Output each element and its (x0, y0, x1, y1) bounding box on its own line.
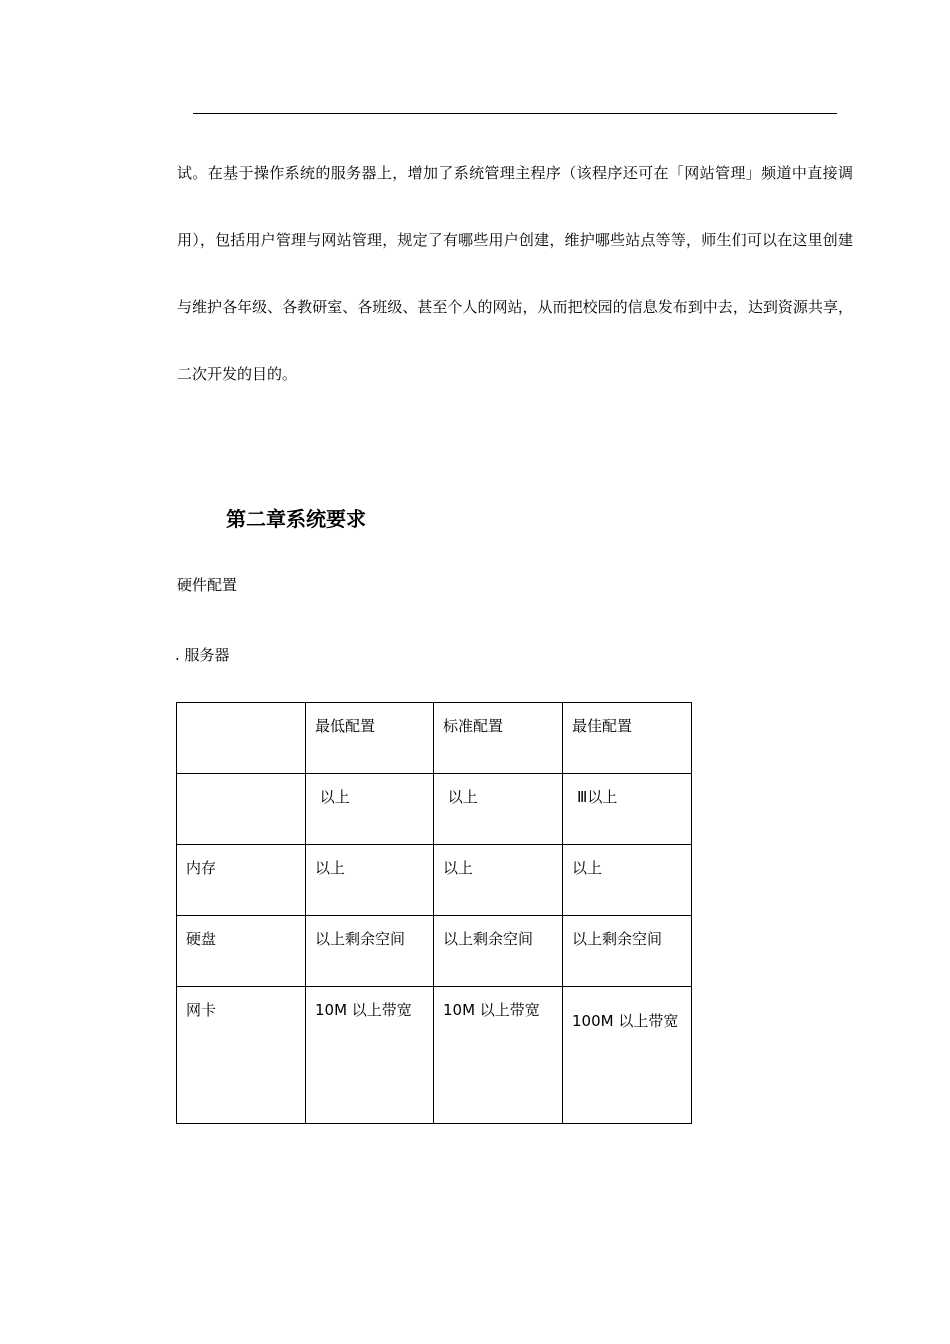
table-row-label: 硬盘 (177, 916, 306, 987)
table-cell: 以上剩余空间 (434, 916, 563, 987)
table-cell: 以上 (563, 845, 692, 916)
table-cell: 10M 以上带宽 (434, 987, 563, 1124)
table-row (177, 845, 692, 916)
table-cell: 以上 (434, 774, 563, 845)
table-row (177, 774, 692, 845)
table-row-label: 网卡 (177, 987, 306, 1124)
table-cell: 以上剩余空间 (306, 916, 434, 987)
table-cell: 以上 (306, 845, 434, 916)
chapter-title: 第二章系统要求 (226, 507, 366, 531)
table-cell: 以上 (306, 774, 434, 845)
table-row (177, 987, 692, 1124)
subsection-label: . 服务器 (175, 646, 230, 664)
table-header-cell (177, 703, 306, 774)
section-label: 硬件配置 (177, 576, 238, 594)
table-cell: Ⅲ以上 (563, 774, 692, 845)
table-header-cell: 最佳配置 (563, 703, 692, 774)
table-cell: 100M 以上带宽 (563, 987, 692, 1124)
body-paragraph: 试。在基于操作系统的服务器上，增加了系统管理主程序（该程序还可在「网站管理」频道中直接调用），包括用户管理与网站管理，规定了有哪些用户创建，维护哪些站点等等，师生们可以在这里创建与维护各年级、各教研室、各班级、甚至个人的网站，从而把校园的信息发布到中去，达到资源共享，二次开发的目的。 (177, 164, 853, 383)
table-header-cell: 最低配置 (306, 703, 434, 774)
table-cell: 10M 以上带宽 (306, 987, 434, 1124)
table-cell: 以上 (434, 845, 563, 916)
table-row (177, 916, 692, 987)
table-cell: 以上剩余空间 (563, 916, 692, 987)
server-spec-table (176, 702, 692, 1124)
table-header-row (177, 703, 692, 774)
table-header-cell: 标准配置 (434, 703, 563, 774)
table-row-label: 内存 (177, 845, 306, 916)
header-rule (193, 113, 837, 114)
table-row-label (177, 774, 306, 845)
